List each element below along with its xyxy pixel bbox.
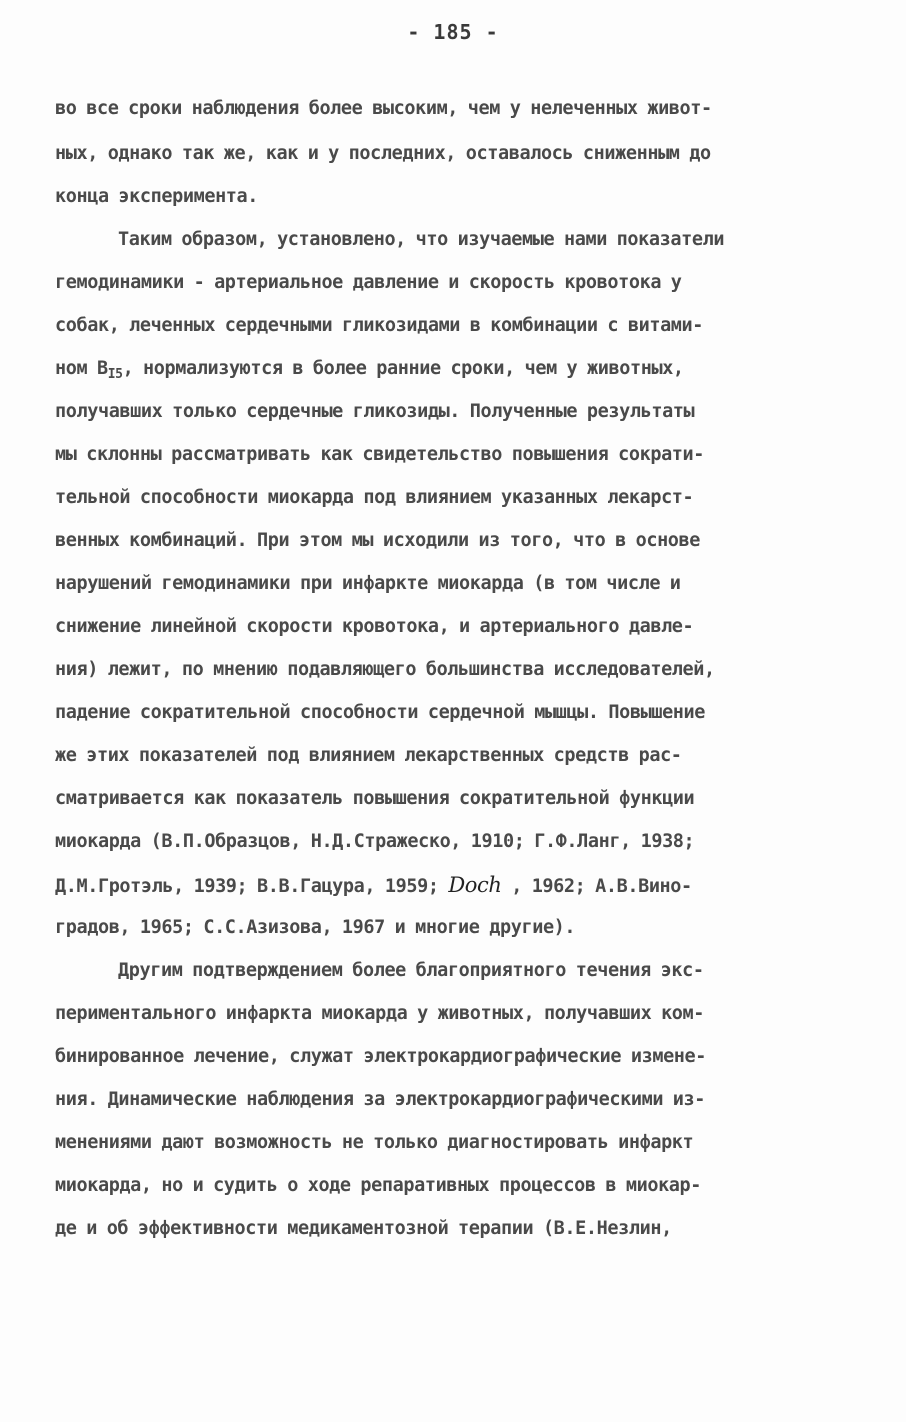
text-fragment: , нормализуются в более ранние сроки, чем у животных, <box>122 358 684 379</box>
text-line: ния) лежит, по мнению подавляющего большинства исследователей, <box>55 659 715 680</box>
text-line: получавших только сердечные гликозиды. Полученные результаты <box>55 401 695 422</box>
text-line: же этих показателей под влиянием лекарственных средств рас- <box>55 745 682 766</box>
text-line: тельной способности миокарда под влиянием указанных лекарст- <box>55 487 694 508</box>
text-fragment: Д.М.Гротэль, 1939; В.В.Гацура, 1959; <box>55 876 449 897</box>
text-line: сматривается как показатель повышения сократительной функции <box>55 788 695 809</box>
text-line: миокарда (В.П.Образцов, Н.Д.Стражеско, 1910; Г.Ф.Ланг, 1938; <box>55 831 695 852</box>
text-line: во все сроки наблюдения более высоким, чем у нелеченных живот- <box>55 98 712 119</box>
text-line: ных, однако так же, как и у последних, оставалось сниженным до <box>55 143 711 164</box>
text-line-with-handwriting <box>55 871 855 901</box>
page-number: - 185 - <box>407 20 499 44</box>
text-line: снижение линейной скорости кровотока, и артериального давле- <box>55 616 694 637</box>
text-line: Другим подтверждением более благоприятного течения экс- <box>118 960 704 981</box>
text-line: Таким образом, установлено, что изучаемые нами показатели <box>118 229 725 250</box>
text-line: конца эксперимента. <box>55 186 259 207</box>
text-fragment: ном B <box>55 358 108 379</box>
text-line: собак, леченных сердечными гликозидами в комбинации с витами- <box>55 315 704 336</box>
text-line: ния. Динамические наблюдения за электрокардиографическими из- <box>55 1089 706 1110</box>
text-line: менениями дают возможность не только диагностировать инфаркт <box>55 1132 694 1153</box>
text-line: венных комбинаций. При этом мы исходили из того, что в основе <box>55 530 701 551</box>
text-line: гемодинамики - артериальное давление и скорость кровотока у <box>55 272 682 293</box>
text-fragment: , 1962; А.В.Вино- <box>501 876 692 897</box>
text-line: нарушений гемодинамики при инфаркте миокарда (в том числе и <box>55 573 681 594</box>
text-line: бинированное лечение, служат электрокардиографические измене- <box>55 1046 707 1067</box>
text-line-with-subscript <box>55 355 855 383</box>
text-line: периментального инфаркта миокарда у животных, получавших ком- <box>55 1003 705 1024</box>
subscript: I5 <box>107 367 123 382</box>
handwritten-author: Doch <box>448 873 502 897</box>
text-line: падение сократительной способности сердечной мышцы. Повышение <box>55 702 706 723</box>
text-line: де и об эффективности медикаментозной терапии (В.Е.Незлин, <box>55 1218 672 1239</box>
text-line: мы склонны рассматривать как свидетельство повышения сократи- <box>55 444 705 465</box>
text-line: миокарда, но и судить о ходе репаративных процессов в миокар- <box>55 1175 702 1196</box>
text-line: градов, 1965; С.С.Азизова, 1967 и многие другие). <box>55 917 576 938</box>
